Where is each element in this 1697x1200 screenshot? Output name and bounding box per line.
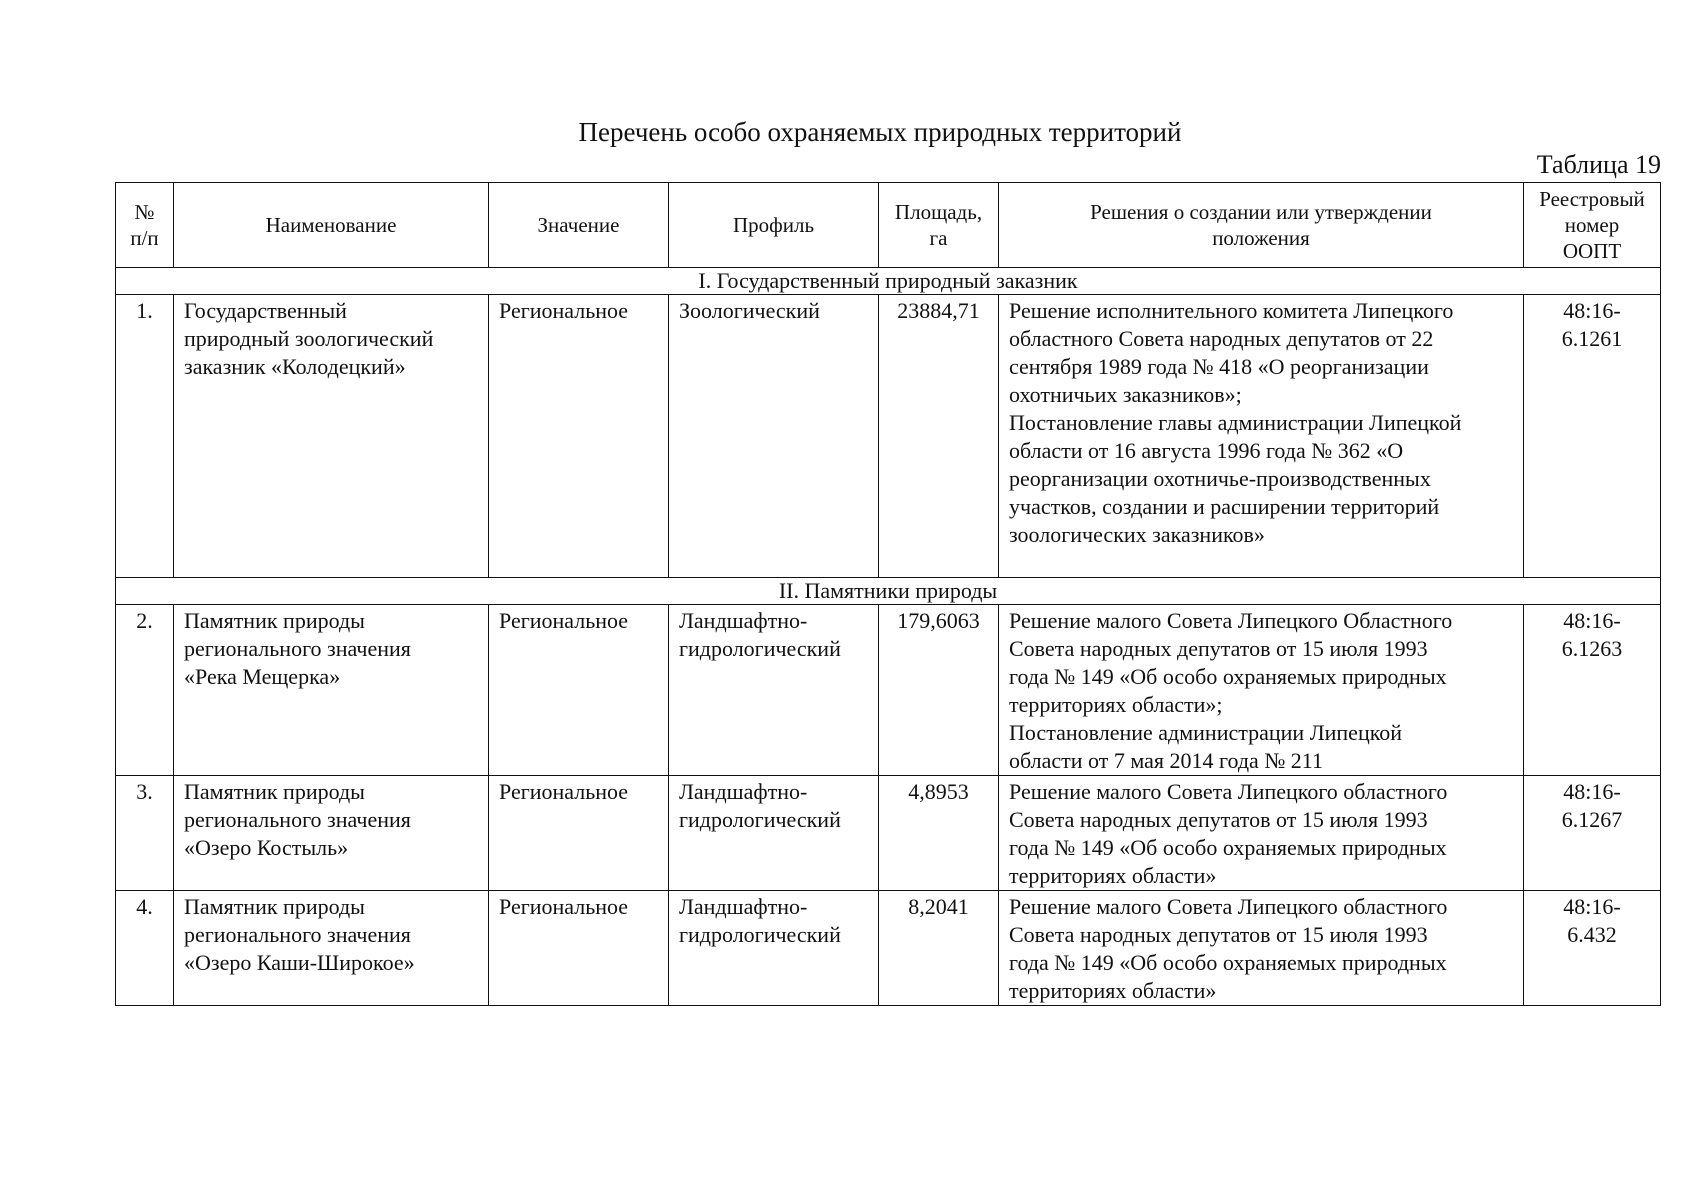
cell-area: 8,2041 [879, 891, 999, 1006]
cell-profile: Зоологический [669, 295, 879, 578]
cell-significance: Региональное [489, 891, 669, 1006]
document-title: Перечень особо охраняемых природных территорий [578, 117, 1182, 147]
cell-decisions: Решение малого Совета Липецкого областного Совета народных депутатов от 15 июля 1993 года № 149 «Об особо охраняемых природных территориях области» [999, 776, 1524, 891]
table-number-label: Таблица 19 [1536, 150, 1661, 179]
header-decisions: Решения о создании или утверждении положения [999, 183, 1524, 268]
table-row [116, 295, 1661, 578]
cell-profile: Ландшафтно- гидрологический [669, 605, 879, 776]
cell-profile: Ландшафтно- гидрологический [669, 891, 879, 1006]
cell-num: 2. [116, 605, 174, 776]
cell-decisions: Решение исполнительного комитета Липецкого областного Совета народных депутатов от 22 сентября 1989 года № 418 «О реорганизации охотничьих заказников»; Постановление главы администрации Липецкой области от 16 августа 1996 года № 362 «О реорганизации охотничье-производственных участков, создании и расширении территорий зоологических заказников» [999, 295, 1524, 578]
header-area: Площадь, га [879, 183, 999, 268]
header-profile: Профиль [669, 183, 879, 268]
cell-registry: 48:16- 6.1261 [1524, 295, 1661, 578]
table-header-row [116, 183, 1661, 268]
cell-profile: Ландшафтно- гидрологический [669, 776, 879, 891]
section-row [116, 578, 1661, 605]
cell-name: Государственный природный зоологический заказник «Колодецкий» [174, 295, 489, 578]
table-row [116, 605, 1661, 776]
header-name: Наименование [174, 183, 489, 268]
header-significance: Значение [489, 183, 669, 268]
header-num: № п/п [116, 183, 174, 268]
cell-name: Памятник природы регионального значения «Река Мещерка» [174, 605, 489, 776]
table-row [116, 776, 1661, 891]
cell-num: 3. [116, 776, 174, 891]
section-title: II. Памятники природы [116, 578, 1661, 605]
cell-num: 4. [116, 891, 174, 1006]
cell-num: 1. [116, 295, 174, 578]
section-row [116, 268, 1661, 295]
table-row [116, 891, 1661, 1006]
cell-decisions: Решение малого Совета Липецкого Областного Совета народных депутатов от 15 июля 1993 года № 149 «Об особо охраняемых природных территориях области»; Постановление администрации Липецкой области от 7 мая 2014 года № 211 [999, 605, 1524, 776]
cell-area: 23884,71 [879, 295, 999, 578]
cell-registry: 48:16- 6.1267 [1524, 776, 1661, 891]
cell-significance: Региональное [489, 605, 669, 776]
header-registry: Реестровый номер ООПТ [1524, 183, 1661, 268]
cell-decisions: Решение малого Совета Липецкого областного Совета народных депутатов от 15 июля 1993 года № 149 «Об особо охраняемых природных территориях области» [999, 891, 1524, 1006]
cell-significance: Региональное [489, 295, 669, 578]
cell-area: 179,6063 [879, 605, 999, 776]
protected-areas-table [115, 182, 1661, 1006]
cell-significance: Региональное [489, 776, 669, 891]
cell-registry: 48:16- 6.1263 [1524, 605, 1661, 776]
section-title: I. Государственный природный заказник [116, 268, 1661, 295]
cell-registry: 48:16- 6.432 [1524, 891, 1661, 1006]
cell-name: Памятник природы регионального значения «Озеро Каши-Широкое» [174, 891, 489, 1006]
cell-area: 4,8953 [879, 776, 999, 891]
cell-name: Памятник природы регионального значения «Озеро Костыль» [174, 776, 489, 891]
